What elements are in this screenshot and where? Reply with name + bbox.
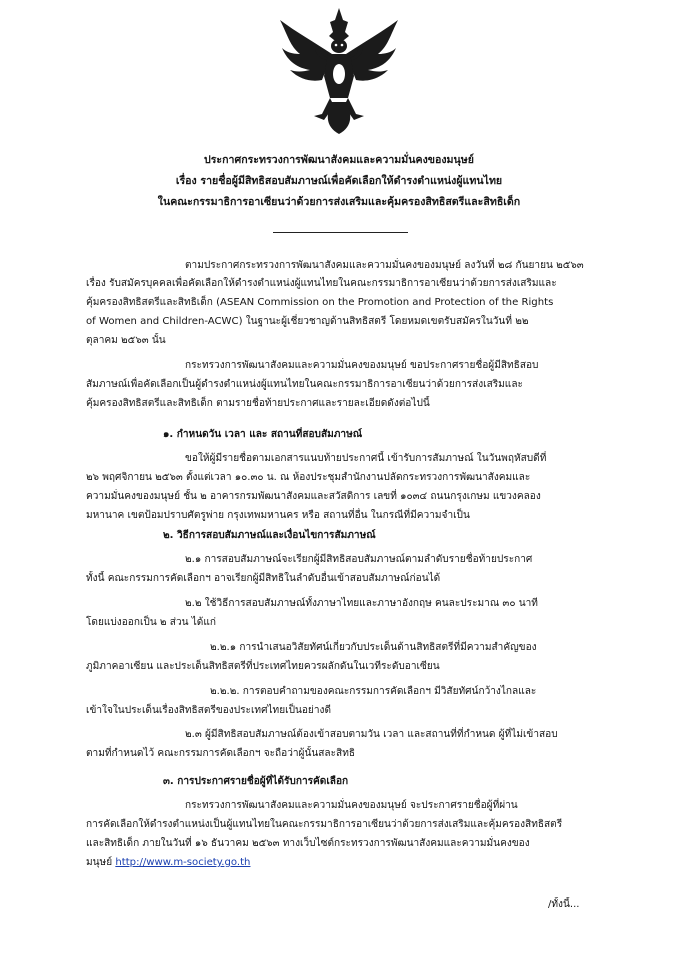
intro-p1-line: ตุลาคม ๒๕๖๓ นั้น [86,335,166,346]
ministry-website-link[interactable]: http://www.m-society.go.th [115,857,251,868]
section-2-line: ภูมิภาคอาเซียน และประเด็นสิทธิสตรีที่ประเทศไทยควรผลักดันในเวทีระดับอาเซียน [86,661,440,672]
section-2-line: ๒.๒.๒. การตอบคำถามของคณะกรรมการคัดเลือกฯ มีวิสัยทัศน์กว้างไกลและ [210,686,537,697]
section-2-line: ๒.๑ การสอบสัมภาษณ์จะเรียกผู้มีสิทธิสอบสัมภาษณ์ตามลำดับรายชื่อท้ายประกาศ [185,554,533,565]
intro-p2-line: สัมภาษณ์เพื่อคัดเลือกเป็นผู้ดำรงตำแหน่งผู้แทนไทยในคณะกรรมาธิการอาเซียนว่าด้วยการส่งเสริมและ [86,379,523,390]
announcement-subject: เรื่อง รายชื่อผู้มีสิทธิสอบสัมภาษณ์เพื่อคัดเลือกให้ดำรงตำแหน่งผู้แทนไทย [175,175,503,187]
intro-p1-line: ตามประกาศกระทรวงการพัฒนาสังคมและความมั่นคงของมนุษย์ ลงวันที่ ๒๘ กันยายน ๒๕๖๓ [185,260,584,271]
section-2-heading: ๒. วิธีการสอบสัมภาษณ์และเงื่อนไขการสัมภาษณ์ [163,530,376,541]
section-2-line: ๒.๓ ผู้มีสิทธิสอบสัมภาษณ์ต้องเข้าสอบตามวัน เวลา และสถานที่ที่กำหนด ผู้ที่ไม่เข้าสอบ [185,729,558,740]
section-3-last-prefix: มนุษย์ [86,857,113,868]
announcement-subject-cont: ในคณะกรรมาธิการอาเซียนว่าด้วยการส่งเสริมและคุ้มครองสิทธิสตรีและสิทธิเด็ก [157,196,521,208]
intro-p2-line: คุ้มครองสิทธิสตรีและสิทธิเด็ก ตามรายชื่อท้ายประกาศและรายละเอียดดังต่อไปนี้ [86,398,430,409]
section-2-line: เข้าใจในประเด็นเรื่องสิทธิสตรีของประเทศไทยเป็นอย่างดี [86,705,332,716]
section-2-line: ๒.๒ ใช้วิธีการสอบสัมภาษณ์ทั้งภาษาไทยและภาษาอังกฤษ คนละประมาณ ๓๐ นาที [185,598,538,609]
section-2-line: ทั้งนี้ คณะกรรมการคัดเลือกฯ อาจเรียกผู้มีสิทธิในลำดับอื่นเข้าสอบสัมภาษณ์ก่อนได้ [86,573,441,584]
section-1-line: มหานาค เขตป้อมปราบศัตรูพ่าย กรุงเทพมหานคร หรือ สถานที่อื่น ในกรณีที่มีความจำเป็น [86,510,470,521]
section-3-line: กระทรวงการพัฒนาสังคมและความมั่นคงของมนุษย์ จะประกาศรายชื่อผู้ที่ผ่าน [185,800,518,811]
intro-p2-line: กระทรวงการพัฒนาสังคมและความมั่นคงของมนุษย์ ขอประกาศรายชื่อผู้มีสิทธิสอบ [185,360,539,371]
garuda-emblem-icon [274,2,404,137]
section-2-line: ตามที่กำหนดไว้ คณะกรรมการคัดเลือกฯ จะถือว่าผู้นั้นสละสิทธิ [86,748,356,759]
intro-p1-line: of Women and Children-ACWC) ในฐานะผู้เชี่ยวชาญด้านสิทธิสตรี โดยหมดเขตรับสมัครในวันที่ ๒๒ [86,316,529,327]
page-continuation: /ทั้งนี้... [548,899,580,910]
section-3-line: การคัดเลือกให้ดำรงตำแหน่งเป็นผู้แทนไทยในคณะกรรมาธิการอาเซียนว่าด้วยการส่งเสริมและคุ้มครองสิทธิสตรี [86,819,563,830]
title-divider [273,232,408,233]
section-3-last-line [86,855,606,870]
section-1-line: ขอให้ผู้มีรายชื่อตามเอกสารแนบท้ายประกาศนี้ เข้ารับการสัมภาษณ์ ในวันพฤหัสบดีที่ [185,453,547,464]
section-1-line: ๒๖ พฤศจิกายน ๒๕๖๓ ตั้งแต่เวลา ๑๐.๓๐ น. ณ ห้องประชุมสำนักงานปลัดกระทรวงการพัฒนาสังคมและ [86,472,531,483]
section-1-heading: ๑. กำหนดวัน เวลา และ สถานที่สอบสัมภาษณ์ [163,429,363,440]
section-3-heading: ๓. การประกาศรายชื่อผู้ที่ได้รับการคัดเลือก [163,776,349,787]
intro-p1-line: คุ้มครองสิทธิสตรีและสิทธิเด็ก (ASEAN Commission on the Promotion and Protection of the Rights [86,297,554,308]
section-2-line: โดยแบ่งออกเป็น ๒ ส่วน ได้แก่ [86,617,216,628]
section-1-line: ความมั่นคงของมนุษย์ ชั้น ๒ อาคารกรมพัฒนาสังคมและสวัสดิการ เลขที่ ๑๐๓๔ ถนนกรุงเกษม แขวงคลอง [86,491,541,502]
section-2-line: ๒.๒.๑ การนำเสนอวิสัยทัศน์เกี่ยวกับประเด็นด้านสิทธิสตรีที่มีความสำคัญของ [210,642,537,653]
announcement-title: ประกาศกระทรวงการพัฒนาสังคมและความมั่นคงของมนุษย์ [204,154,474,166]
intro-p1-line: เรื่อง รับสมัครบุคคลเพื่อคัดเลือกให้ดำรงตำแหน่งผู้แทนไทยในคณะกรรมาธิการอาเซียนว่าด้วยการส่งเสริมและ [86,278,557,289]
section-3-line: และสิทธิเด็ก ภายในวันที่ ๑๖ ธันวาคม ๒๕๖๓ ทางเว็บไซต์กระทรวงการพัฒนาสังคมและความมั่นคงของ [86,838,530,849]
